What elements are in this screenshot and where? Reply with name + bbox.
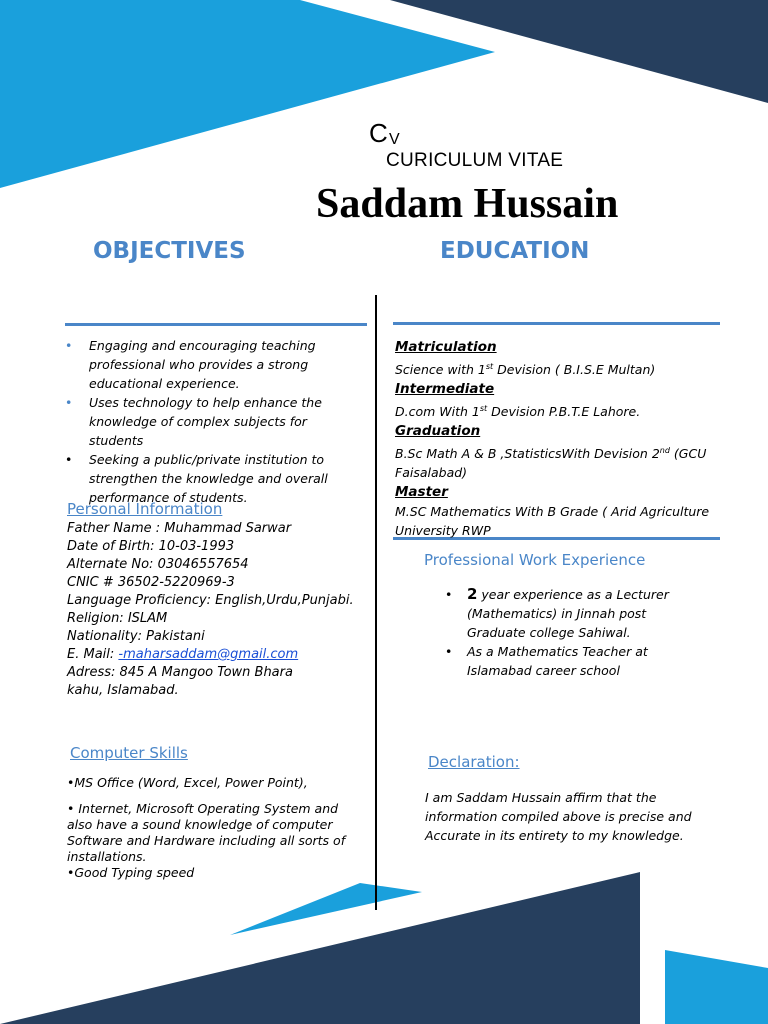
bullet-icon: •: [67, 801, 75, 816]
education-divider: [393, 322, 720, 325]
bottom-blue-sliver: [230, 883, 422, 935]
cnic: CNIC # 36502-5220969-3: [67, 575, 235, 590]
list-item: • 2 year experience as a Lecturer (Mathematics) in Jinnah post Graduate college Sahiwal.: [445, 585, 669, 640]
language-proficiency: Language Proficiency: English,Urdu,Punjabi.: [67, 593, 354, 608]
education-title: Master: [395, 484, 448, 501]
email-link[interactable]: -maharsaddam@gmail.com: [118, 647, 299, 662]
bullet-icon: •: [67, 775, 75, 790]
work-list: [445, 585, 695, 680]
vertical-divider: [375, 295, 377, 910]
education-detail: B.Sc Math A & B ,StatisticsWith Devision 2nd (GCU Faisalabad): [395, 446, 707, 481]
education-detail: M.SC Mathematics With B Grade ( Arid Agriculture University RWP: [395, 504, 710, 539]
personal-info-heading: Personal Information: [67, 500, 223, 518]
cv-title: CURICULUM VITAE: [386, 150, 564, 171]
bullet-icon: •: [67, 865, 75, 880]
personal-info-block: [67, 520, 367, 700]
address: Adress: 845 A Mangoo Town Bhara kahu, Islamabad.: [67, 665, 293, 698]
work-heading: Professional Work Experience: [424, 551, 646, 569]
bullet-icon: •: [65, 338, 73, 353]
bottom-navy-shape: [0, 872, 640, 1024]
bottom-right-blue-block: [665, 950, 768, 1024]
education-block: [395, 337, 715, 540]
list-item: • Seeking a public/private institution to strengthen the knowledge and overall performance of students.: [65, 452, 328, 505]
alternate-number: Alternate No: 03046557654: [67, 557, 249, 572]
bullet-icon: •: [65, 452, 73, 467]
declaration-heading: Declaration:: [428, 753, 520, 771]
email-row: E. Mail: -maharsaddam@gmail.com: [67, 647, 299, 662]
objectives-divider: [65, 323, 367, 326]
religion: Religion: ISLAM: [67, 611, 168, 626]
list-item: • Engaging and encouraging teaching professional who provides a strong educational experience.: [65, 338, 316, 391]
father-name: Father Name : Muhammad Sarwar: [67, 521, 292, 536]
skill-line: •MS Office (Word, Excel, Power Point),: [67, 775, 308, 790]
objectives-list: [65, 336, 365, 507]
education-heading: EDUCATION: [440, 238, 590, 264]
education-detail: Science with 1st Devision ( B.I.S.E Multan): [395, 362, 656, 378]
bullet-icon: •: [445, 587, 453, 602]
nationality: Nationality: Pakistani: [67, 629, 205, 644]
date-of-birth: Date of Birth: 10-03-1993: [67, 539, 235, 554]
skills-heading: Computer Skills: [70, 744, 188, 762]
list-item: • Uses technology to help enhance the knowledge of complex subjects for students: [65, 395, 322, 448]
cv-letter-c: C: [369, 118, 388, 148]
declaration-text: I am Saddam Hussain affirm that the information compiled above is precise and Accurate in its entirety to my knowledge.: [425, 790, 692, 843]
skill-line: •Good Typing speed: [67, 865, 195, 880]
education-title: Graduation: [395, 423, 481, 440]
education-title: Matriculation: [395, 339, 497, 355]
education-title: Intermediate: [395, 381, 495, 398]
candidate-name: Saddam Hussain: [316, 181, 619, 227]
bullet-icon: •: [65, 395, 73, 410]
bullet-icon: •: [445, 644, 453, 659]
skills-block: [67, 775, 367, 881]
objectives-heading: OBJECTIVES: [93, 238, 246, 264]
education-detail: D.com With 1st Devision P.B.T.E Lahore.: [395, 404, 641, 420]
skill-line: • Internet, Microsoft Operating System and also have a sound knowledge of computer Software and Hardware including all sorts of installations.: [67, 801, 346, 864]
cv-letter-v: V: [389, 131, 400, 148]
list-item: • As a Mathematics Teacher at Islamabad career school: [445, 644, 648, 678]
